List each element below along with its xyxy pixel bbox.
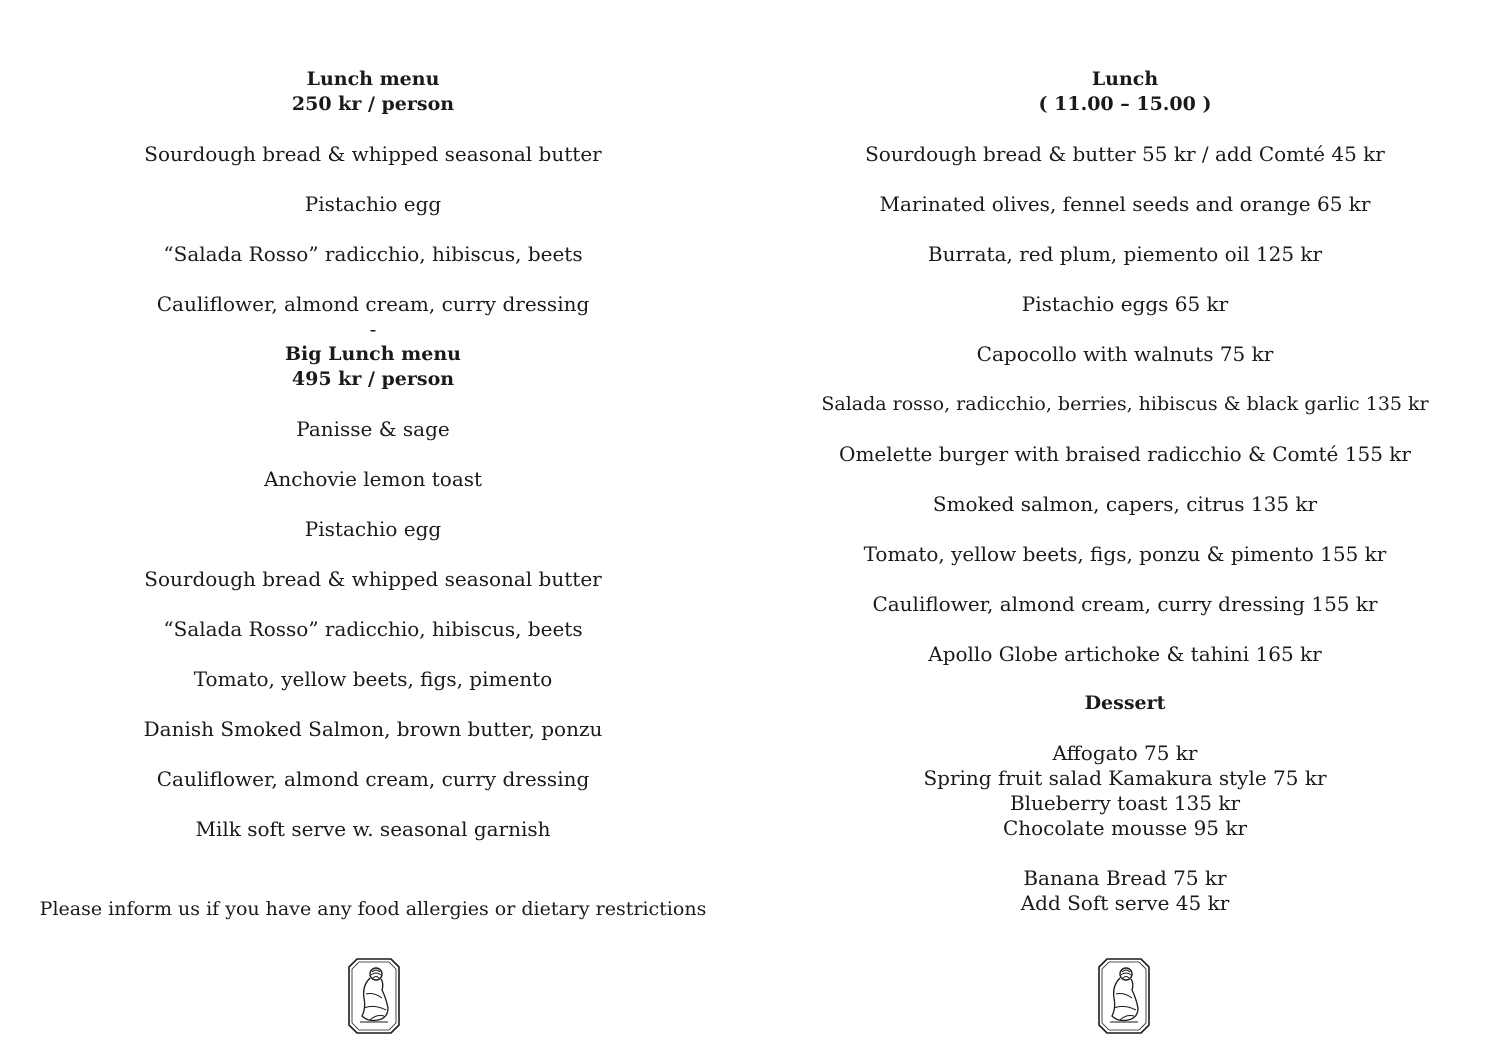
menu-separator: - — [369, 317, 377, 341]
menu-item: Cauliflower, almond cream, curry dressing 155 kr — [872, 592, 1378, 616]
right-menu-page — [750, 0, 1500, 1060]
menu-item: Sourdough bread & whipped seasonal butter — [144, 142, 602, 166]
lunch-menu-title: Lunch menu — [306, 68, 440, 90]
big-lunch-menu-title: Big Lunch menu — [285, 343, 461, 365]
extra-item: Banana Bread 75 kr — [1023, 866, 1227, 890]
menu-item: Pistachio eggs 65 kr — [1021, 292, 1229, 316]
menu-item: Panisse & sage — [296, 417, 450, 441]
lunch-hours: ( 11.00 – 15.00 ) — [1038, 93, 1212, 115]
dessert-item: Blueberry toast 135 kr — [1009, 791, 1241, 815]
menu-item: Tomato, yellow beets, figs, ponzu & pimento 155 kr — [863, 542, 1387, 566]
menu-item: Danish Smoked Salmon, brown butter, ponzu — [143, 717, 603, 741]
menu-item: Cauliflower, almond cream, curry dressing — [156, 292, 590, 316]
lunch-title: Lunch — [1091, 68, 1159, 90]
menu-item: Omelette burger with braised radicchio & Comté 155 kr — [839, 442, 1411, 466]
menu-item: Anchovie lemon toast — [263, 467, 483, 491]
dessert-title: Dessert — [1084, 692, 1166, 714]
menu-item: Pistachio egg — [304, 192, 442, 216]
menu-item: Cauliflower, almond cream, curry dressing — [156, 767, 590, 791]
dessert-item: Affogato 75 kr — [1052, 741, 1198, 765]
dessert-item: Chocolate mousse 95 kr — [1002, 816, 1248, 840]
menu-item: Sourdough bread & whipped seasonal butter — [144, 567, 602, 591]
allergy-note: Please inform us if you have any food allergies or dietary restrictions — [39, 898, 707, 920]
menu-item: Marinated olives, fennel seeds and orange 65 kr — [879, 192, 1371, 216]
lunch-menu-price: 250 kr / person — [291, 93, 455, 115]
menu-item: Salada rosso, radicchio, berries, hibiscus & black garlic 135 kr — [821, 393, 1429, 415]
menu-item: “Salada Rosso” radicchio, hibiscus, beets — [163, 617, 583, 641]
extra-item: Add Soft serve 45 kr — [1020, 891, 1230, 915]
restaurant-logo-icon — [1098, 958, 1150, 1034]
menu-item: Tomato, yellow beets, figs, pimento — [193, 667, 553, 691]
dessert-item: Spring fruit salad Kamakura style 75 kr — [923, 766, 1327, 790]
menu-item: Pistachio egg — [304, 517, 442, 541]
menu-item: Burrata, red plum, piemento oil 125 kr — [927, 242, 1323, 266]
menu-item: Sourdough bread & butter 55 kr / add Comté 45 kr — [865, 142, 1385, 166]
menu-item: “Salada Rosso” radicchio, hibiscus, beets — [163, 242, 583, 266]
menu-item: Capocollo with walnuts 75 kr — [976, 342, 1274, 366]
menu-item: Smoked salmon, capers, citrus 135 kr — [932, 492, 1318, 516]
menu-item: Milk soft serve w. seasonal garnish — [195, 817, 551, 841]
restaurant-logo-icon — [348, 958, 400, 1034]
big-lunch-menu-price: 495 kr / person — [291, 368, 455, 390]
menu-item: Apollo Globe artichoke & tahini 165 kr — [928, 642, 1322, 666]
